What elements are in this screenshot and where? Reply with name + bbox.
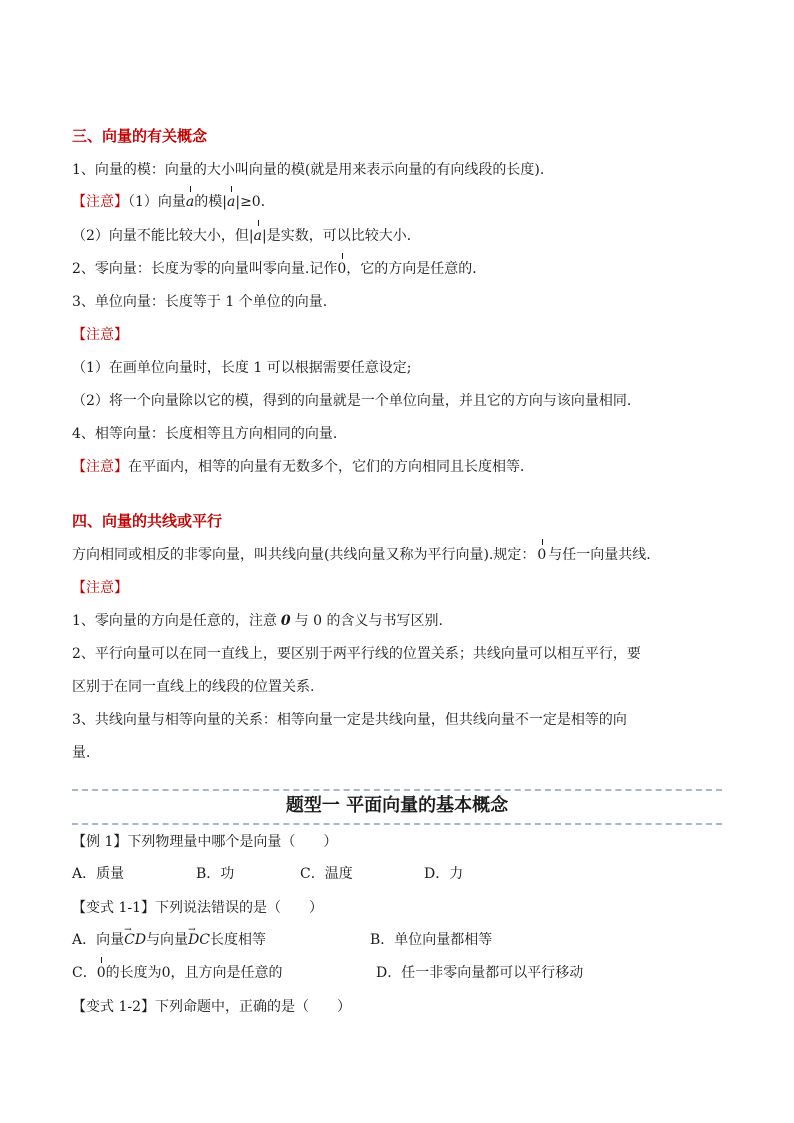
zero-vector-symbol: 0	[537, 547, 547, 563]
note-1-text-a: 1、零向量的方向是任意的，注意	[72, 613, 277, 629]
zero-vector-symbol: 0	[337, 261, 347, 277]
variant-1-1-option-c	[72, 963, 283, 983]
note-label: 【注意】	[72, 194, 128, 210]
vector-a-symbol: a	[227, 194, 236, 210]
zero-vector-text-b: ，它的方向是任意的．	[346, 261, 487, 277]
topic-title: 题型一 平面向量的基本概念	[285, 795, 509, 816]
example-1-option-a: A．质量	[72, 866, 125, 882]
section-4-heading: 四、向量的共线或平行	[72, 512, 223, 530]
option-c-text-b: 的长度为0，且方向是任意的	[105, 965, 283, 981]
section-4-note-3-line-1: 3、共线向量与相等向量的关系：相等向量一定是共线向量，但共线向量不一定是相等的向	[72, 712, 627, 728]
modulus-definition: 1、向量的模：向量的大小叫向量的模(就是用来表示向量的有向线段的长度).	[72, 162, 545, 178]
collinear-text-b: 与任一向量共线.	[548, 547, 651, 563]
note-2-text-b: |是实数，可以比较大小．	[261, 228, 421, 244]
bold-zero-vector: 0	[280, 613, 291, 629]
vector-a-symbol: a	[185, 194, 195, 210]
example-1-question: 【例 1】下列物理量中哪个是向量（ ）	[72, 834, 338, 850]
option-a-text-c: 长度相等	[210, 932, 266, 948]
zero-vector-text-a: 2、零向量：长度为零的向量叫零向量.记作	[72, 261, 338, 277]
note-4-text: 在平面内，相等的向量有无数多个，它们的方向相同且长度相等．	[128, 459, 534, 475]
note-1-text-c: |≥0．	[235, 194, 275, 210]
variant-1-1-question: 【变式 1-1】下列说法错误的是（ ）	[72, 900, 323, 916]
example-1-option-c: C．温度	[300, 866, 353, 882]
note-1-line	[72, 192, 275, 212]
section-4-note-1	[72, 611, 443, 631]
section-4-note-label: 【注意】	[72, 580, 128, 596]
variant-1-2-question: 【变式 1-2】下列命题中，正确的是（ ）	[72, 999, 351, 1015]
zero-vector-line	[72, 259, 486, 279]
variant-1-1-option-a	[72, 930, 266, 950]
note-3-item-2: （2）将一个向量除以它的模，得到的向量就是一个单位向量，并且它的方向与该向量相同．	[72, 393, 641, 409]
zero-vector-symbol: 0	[96, 965, 106, 981]
note-2-text-a: （2）向量不能比较大小，但|	[72, 228, 254, 244]
equal-vector-line: 4、相等向量：长度相等且方向相同的向量.	[72, 426, 338, 442]
vector-dc-symbol: → DC	[188, 930, 210, 950]
vector-a-symbol: a	[253, 228, 262, 244]
divider-bottom	[72, 823, 722, 825]
unit-vector-line: 3、单位向量：长度等于 1 个单位的向量.	[72, 294, 328, 310]
option-a-text-b: 与向量	[146, 932, 189, 948]
section-4-note-2-line-2: 区别于在同一直线上的线段的位置关系.	[72, 679, 315, 695]
section-3-heading: 三、向量的有关概念	[72, 127, 208, 145]
note-2-line	[72, 226, 421, 246]
example-1-option-d: D．力	[424, 866, 464, 882]
section-4-note-3-line-2: 量．	[72, 745, 100, 761]
note-1-text-b: 与 0 的含义与书写区别.	[294, 613, 443, 629]
collinear-text-a: 方向相同或相反的非零向量，叫共线向量(共线向量又称为平行向量).规定：	[72, 547, 536, 563]
divider-top	[72, 789, 722, 791]
note-4-line	[72, 457, 534, 477]
option-a-text-a: A．向量	[72, 932, 125, 948]
vector-cd-symbol: → CD	[124, 930, 146, 950]
note-1-text-a: （1）向量	[128, 194, 186, 210]
example-1-option-b: B．功	[196, 866, 235, 882]
note-1-text-b: 的模|	[194, 194, 227, 210]
option-c-text-a: C．	[72, 965, 97, 981]
variant-1-1-option-b: B．单位向量都相等	[370, 932, 493, 948]
section-4-note-2-line-1: 2、平行向量可以在同一直线上，要区别于两平行线的位置关系；共线向量可以相互平行，要	[72, 646, 641, 662]
note-3-label: 【注意】	[72, 327, 128, 343]
note-label: 【注意】	[72, 459, 128, 475]
variant-1-1-option-d: D．任一非零向量都可以平行移动	[376, 965, 584, 981]
note-3-item-1: （1）在画单位向量时，长度 1 可以根据需要任意设定;	[72, 360, 412, 376]
collinear-definition	[72, 545, 651, 565]
